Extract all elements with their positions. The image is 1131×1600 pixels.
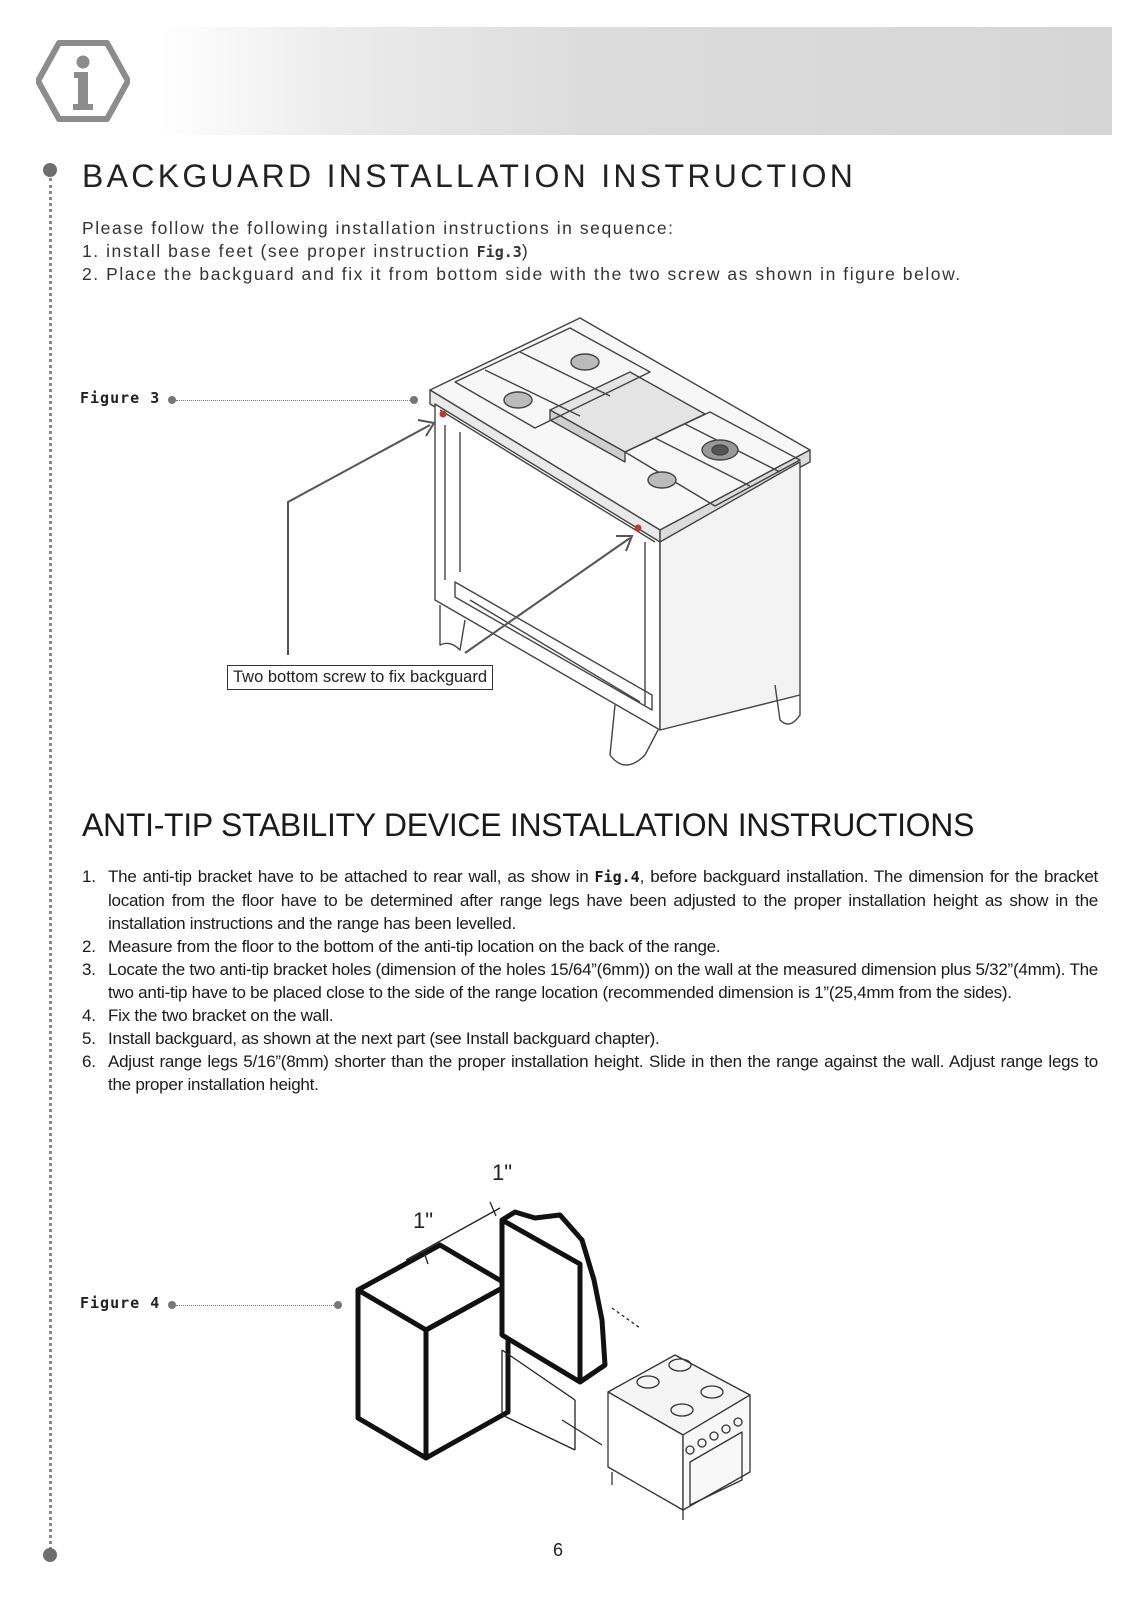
antitip-step-4: 4. Fix the two bracket on the wall. (82, 1006, 334, 1025)
rail-top-dot (43, 163, 57, 177)
figure-4-leader-end (334, 1301, 342, 1309)
header-band (160, 27, 1112, 135)
antitip-step-5: 5. Install backguard, as shown at the next part (see Install backguard chapter). (82, 1029, 660, 1048)
backguard-intro: Please follow the following installation instructions in sequence: (82, 218, 675, 238)
figure-4-leader (176, 1305, 336, 1306)
figure-4-leader-start (168, 1301, 176, 1309)
dimension-label-left: 1" (413, 1208, 434, 1233)
backguard-step-2: 2. Place the backguard and fix it from bottom side with the two screw as shown in figure below. (82, 264, 962, 284)
figure-4-label: Figure 4 (80, 1294, 161, 1312)
antitip-steps (82, 865, 1098, 1096)
info-icon (36, 40, 130, 122)
step1-text: 1. install base feet (see proper instruction (82, 241, 477, 261)
dimension-label-top: 1" (492, 1160, 513, 1185)
figure-3-label: Figure 3 (80, 389, 161, 407)
figure-3-leader-start (168, 396, 176, 404)
backguard-step-1 (82, 241, 529, 262)
dotted-rail (49, 178, 52, 1556)
antitip-step-3: 3. Locate the two anti-tip bracket holes (dimension of the holes 15/64”(6mm)) on the wall at the measured dimension plus 5/32”(4mm). The two anti-tip have to be placed close to the side of the range location (recommended dimension is 1”(25,4mm from the sides). (82, 960, 1098, 1002)
backguard-title: BACKGUARD INSTALLATION INSTRUCTION (82, 158, 857, 194)
backguard-screw-callout: Two bottom screw to fix backguard (227, 665, 493, 690)
antitip-step-1: 1. The anti-tip bracket have to be attached to rear wall, as show in Fig.4, before backguard installation. The dimension for the bracket location from the floor have to be determined after range legs have been adjusted to the proper installation height as show in the installation instructions and the range has been levelled. (82, 867, 1098, 933)
figure-3-range-illustration (280, 310, 820, 780)
fig4-reference: Fig.4 (594, 868, 640, 886)
antitip-title: ANTI-TIP STABILITY DEVICE INSTALLATION INSTRUCTIONS (82, 807, 975, 843)
fig3-reference: Fig.3 (476, 243, 522, 261)
rail-bottom-dot (43, 1548, 57, 1562)
step1-suffix: ) (521, 241, 530, 261)
antitip-step-2: 2. Measure from the floor to the bottom of the anti-tip location on the back of the range. (82, 937, 721, 956)
page-number: 6 (553, 1540, 564, 1560)
antitip-step-6: 6. Adjust range legs 5/16”(8mm) shorter than the proper installation height. Slide in then the range against the wall. Adjust range legs to the proper installation height. (82, 1052, 1098, 1094)
